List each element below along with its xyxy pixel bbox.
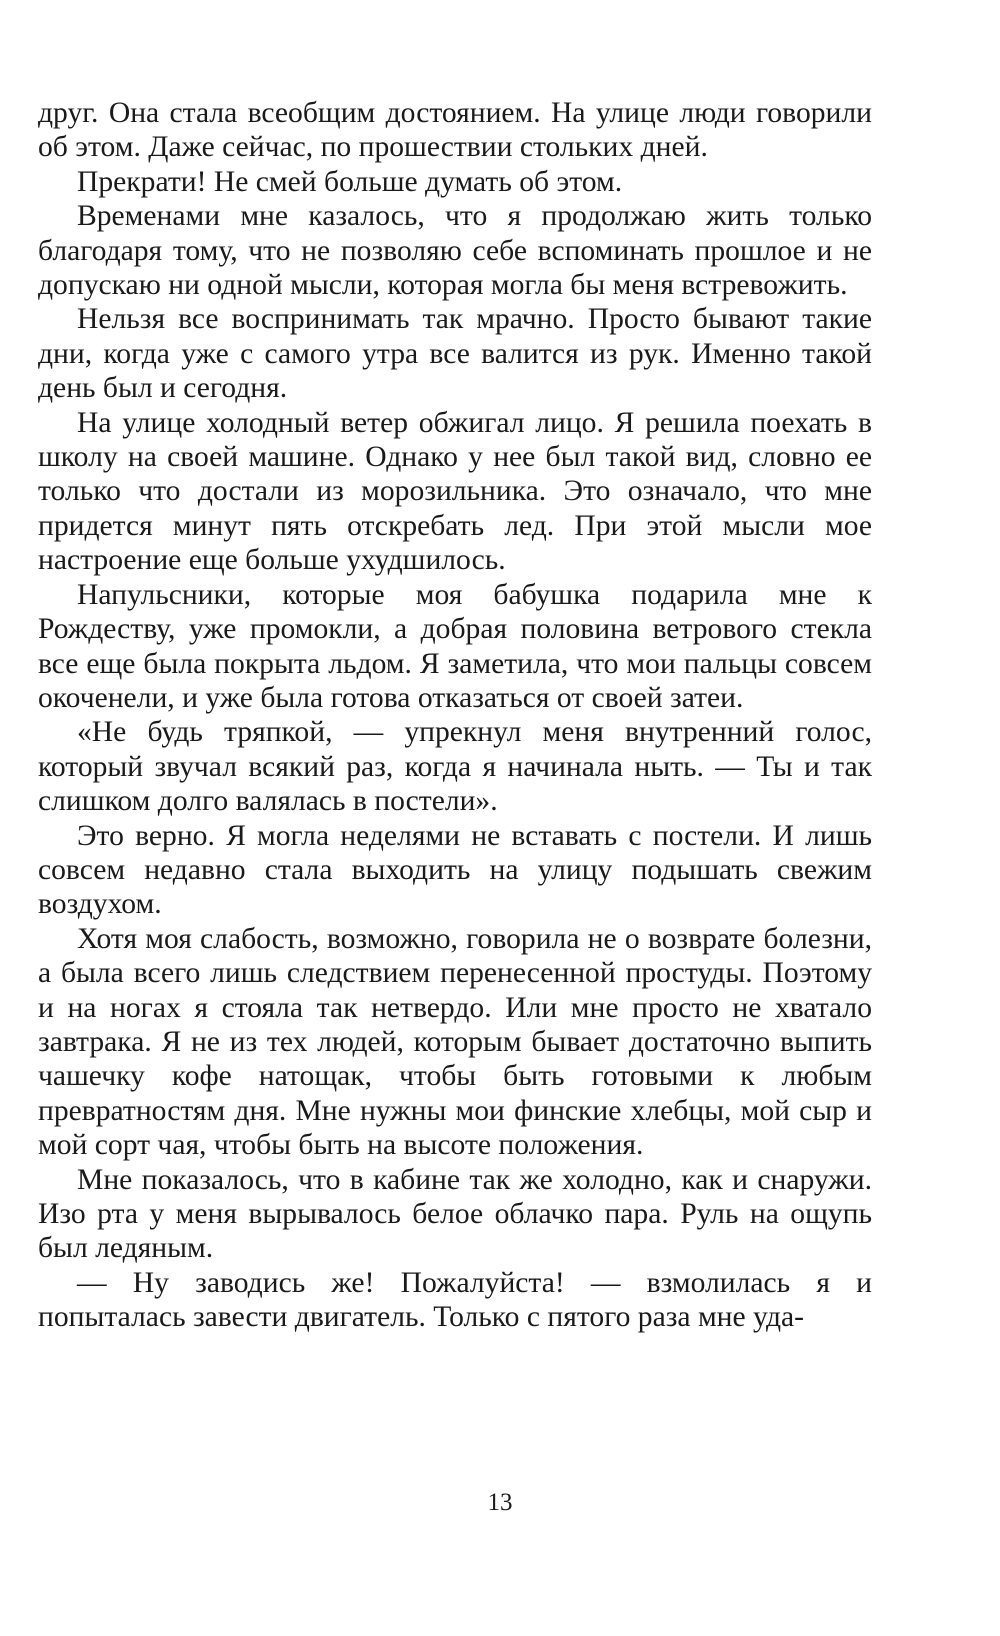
paragraph-8: Это верно. Я могла неделями не вставать с постели. И лишь совсем недавно стала выходить на улицу подышать свежим воздухом. <box>38 819 872 921</box>
paragraph-11: — Ну заводись же! Пожалуйста! — взмолилась я и попыталась завести двигатель. Только с пятого раза мне уда- <box>38 1266 872 1334</box>
paragraph-3: Временами мне казалось, что я продолжаю жить только благодаря тому, что не позволяю себе вспоминать прошлое и не допускаю ни одной мысли, которая могла бы меня встревожить. <box>38 200 872 302</box>
paragraph-9: Хотя моя слабость, возможно, говорила не о возврате болезни, а была всего лишь следствием перенесенной простуды. Поэтому и на ногах я стояла так нетвердо. Или мне просто не хватало завтрака. Я не из тех людей, которым бывает достаточно выпить чашечку кофе натощак, чтобы быть готовыми к любым превратностям дня. Мне нужны мои финские хлебцы, мой сыр и мой сорт чая, чтобы быть на высоте положения. <box>38 922 872 1162</box>
page-number: 13 <box>487 1489 513 1516</box>
paragraph-6: Напульсники, которые моя бабушка подарила мне к Рождеству, уже промокли, а добрая половина ветрового стекла все еще была покрыта льдом. Я заметила, что мои пальцы совсем окоченели, и уже была готова отказаться от своей затеи. <box>38 578 872 714</box>
paragraph-1: друг. Она стала всеобщим достоянием. На улице люди говорили об этом. Даже сейчас, по прошествии стольких дней. <box>38 97 872 164</box>
paragraph-7: «Не будь тряпкой, — упрекнул меня внутренний голос, который звучал всякий раз, когда я начинала ныть. — Ты и так слишком долго валялась в постели». <box>38 716 872 818</box>
paragraph-4: Нельзя все воспринимать так мрачно. Просто бывают такие дни, когда уже с самого утра все валится из рук. Именно такой день был и сегодня. <box>38 303 872 405</box>
paragraph-5: На улице холодный ветер обжигал лицо. Я решила поехать в школу на своей машине. Однако у нее был такой вид, словно ее только что достали из морозильника. Это означало, что мне придется минут пять отскребать лед. При этой мысли мое настроение еще больше ухудшилось. <box>38 406 872 577</box>
paragraph-2: Прекрати! Не смей больше думать об этом. <box>77 165 623 198</box>
body-text <box>38 96 872 1335</box>
paragraph-10: Мне показалось, что в кабине так же холодно, как и снаружи. Изо рта у меня вырывалось белое облачко пара. Руль на ощупь был ледяным. <box>38 1163 872 1265</box>
